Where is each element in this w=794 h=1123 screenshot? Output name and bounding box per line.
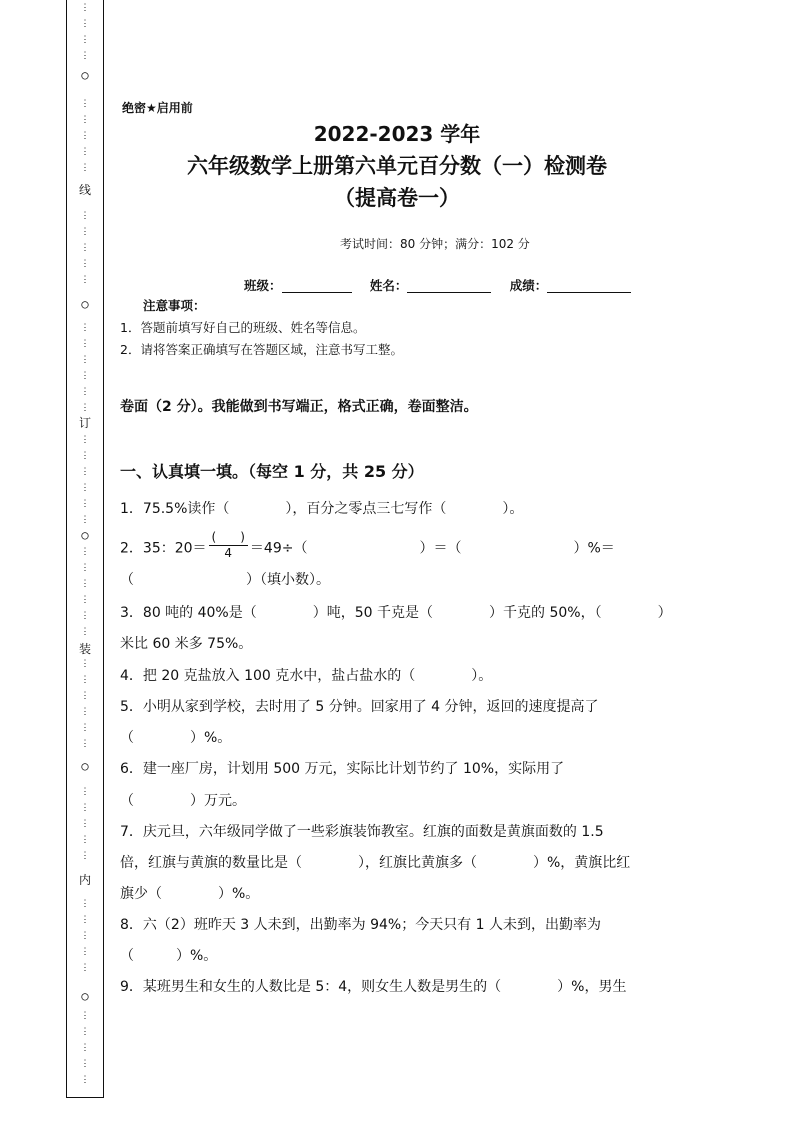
binding-dots: ⋮ [80,243,90,253]
binding-dots: ⋮ [80,131,90,141]
question-2-rest: ＝49÷（ ）＝（ ）%＝ [249,540,615,557]
binding-dots: ⋮ [80,371,90,381]
score-blank[interactable] [547,278,631,293]
binding-dots: ⋮ [80,1011,90,1021]
class-label: 班级： [244,278,282,293]
binding-mark: 订 [78,416,91,430]
question-6: 6．建一座厂房，计划用 500 万元，实际比计划节约了 10%，实际用了 [120,761,565,777]
binding-dots: ⋮ [80,963,90,973]
student-fields [244,276,645,294]
binding-dots: ⋮ [80,35,90,45]
fraction-denominator: 4 [224,546,233,560]
question-3: 3．80 吨的 40%是（ ）吨，50 千克是（ ）千克的 50%，（ ） [120,605,672,621]
binding-dots: ⋮ [80,323,90,333]
score-label: 成绩： [509,278,548,293]
binding-mark: 线 [78,183,91,197]
question-5: 5．小明从家到学校，去时用了 5 分钟。回家用了 4 分钟，返回的速度提高了 [120,699,599,715]
name-field[interactable] [370,276,492,294]
binding-dots: ⋮ [80,499,90,509]
class-blank[interactable] [282,278,352,293]
page-neatness-note: 卷面（2 分）。我能做到书写端正，格式正确，卷面整洁。 [120,399,478,415]
binding-dots: ⋮ [80,707,90,717]
binding-dots: ⋮ [80,1059,90,1069]
binding-circle: ○ [81,68,89,82]
notice-item: 1．答题前填写好自己的班级、姓名等信息。 [120,320,366,335]
binding-dots: ⋮ [80,387,90,397]
binding-dots: ⋮ [80,1075,90,1085]
binding-dots: ⋮ [80,675,90,685]
binding-dots: ⋮ [80,691,90,701]
binding-circle: ○ [81,759,89,773]
binding-dots: ⋮ [80,931,90,941]
binding-dots: ⋮ [80,627,90,637]
binding-dots: ⋮ [80,339,90,349]
question-3-cont: 米比 60 米多 75%。 [120,636,253,652]
binding-dots: ⋮ [80,211,90,221]
question-2-cont: （ ）（填小数）。 [120,572,330,588]
exam-info: 考试时间：80 分钟；满分：102 分 [340,237,530,251]
binding-dots: ⋮ [80,819,90,829]
binding-circle: ○ [81,989,89,1003]
question-2 [120,530,615,564]
binding-dots: ⋮ [80,611,90,621]
question-7-cont2: 旗少（ ）%。 [120,886,260,902]
binding-dots: ⋮ [80,467,90,477]
binding-circle: ○ [81,528,89,542]
binding-dots: ⋮ [80,1027,90,1037]
question-8: 8．六（2）班昨天 3 人未到，出勤率为 94%；今天只有 1 人未到，出勤率为 [120,917,601,933]
binding-dots: ⋮ [80,99,90,109]
binding-dots: ⋮ [80,435,90,445]
question-9: 9．某班男生和女生的人数比是 5：4，则女生人数是男生的（ ）%，男生 [120,979,627,995]
binding-dots: ⋮ [80,851,90,861]
binding-dots: ⋮ [80,563,90,573]
question-4: 4．把 20 克盐放入 100 克水中，盐占盐水的（ ）。 [120,668,493,684]
binding-dots: ⋮ [80,275,90,285]
notice-item: 2．请将答案正确填写在答题区域，注意书写工整。 [120,342,403,357]
question-8-cont: （ ）%。 [120,948,218,964]
notice-title: 注意事项： [143,298,206,313]
binding-dots: ⋮ [80,19,90,29]
binding-dots: ⋮ [80,147,90,157]
question-1: 1．75.5%读作（ ），百分之零点三七写作（ ）。 [120,501,524,517]
binding-dots: ⋮ [80,739,90,749]
binding-dots: ⋮ [80,115,90,125]
question-6-cont: （ ）万元。 [120,793,246,809]
binding-dots: ⋮ [80,915,90,925]
binding-dots: ⋮ [80,835,90,845]
binding-mark: 装 [78,642,91,656]
binding-dots: ⋮ [80,899,90,909]
binding-dots: ⋮ [80,483,90,493]
question-5-cont: （ ）%。 [120,730,232,746]
score-field[interactable] [510,276,632,294]
binding-dots: ⋮ [80,659,90,669]
binding-dots: ⋮ [80,579,90,589]
binding-mark: 内 [78,873,91,887]
binding-dots: ⋮ [80,451,90,461]
binding-dots: ⋮ [80,787,90,797]
binding-circle: ○ [81,297,89,311]
question-7: 7．庆元旦，六年级同学做了一些彩旗装饰教室。红旗的面数是黄旗面数的 1.5 [120,824,604,840]
binding-dots: ⋮ [80,355,90,365]
binding-dots: ⋮ [80,259,90,269]
page-subtitle: （提高卷一） [334,186,460,210]
name-blank[interactable] [407,278,491,293]
year-title: 2022-2023 学年 [313,122,481,146]
name-label: 姓名： [369,278,408,293]
binding-dots: ⋮ [80,547,90,557]
question-2-start: 2．35：20＝ [120,540,207,557]
fraction-numerator: ( ) [209,529,248,546]
binding-dots: ⋮ [80,595,90,605]
binding-dots: ⋮ [80,1043,90,1053]
binding-dots: ⋮ [80,3,90,13]
binding-dots: ⋮ [80,723,90,733]
section-title: 一、认真填一填。（每空 1 分，共 25 分） [120,462,424,481]
binding-dots: ⋮ [80,947,90,957]
binding-dots: ⋮ [80,403,90,413]
binding-dots: ⋮ [80,227,90,237]
binding-dots: ⋮ [80,163,90,173]
binding-dots: ⋮ [80,51,90,61]
fraction [209,529,248,560]
secret-label: 绝密★启用前 [122,101,193,115]
binding-dots: ⋮ [80,515,90,525]
question-7-cont: 倍，红旗与黄旗的数量比是（ ），红旗比黄旗多（ ）%，黄旗比红 [120,855,631,871]
binding-dots: ⋮ [80,803,90,813]
class-field[interactable] [244,276,352,294]
page-title: 六年级数学上册第六单元百分数（一）检测卷 [187,154,607,178]
